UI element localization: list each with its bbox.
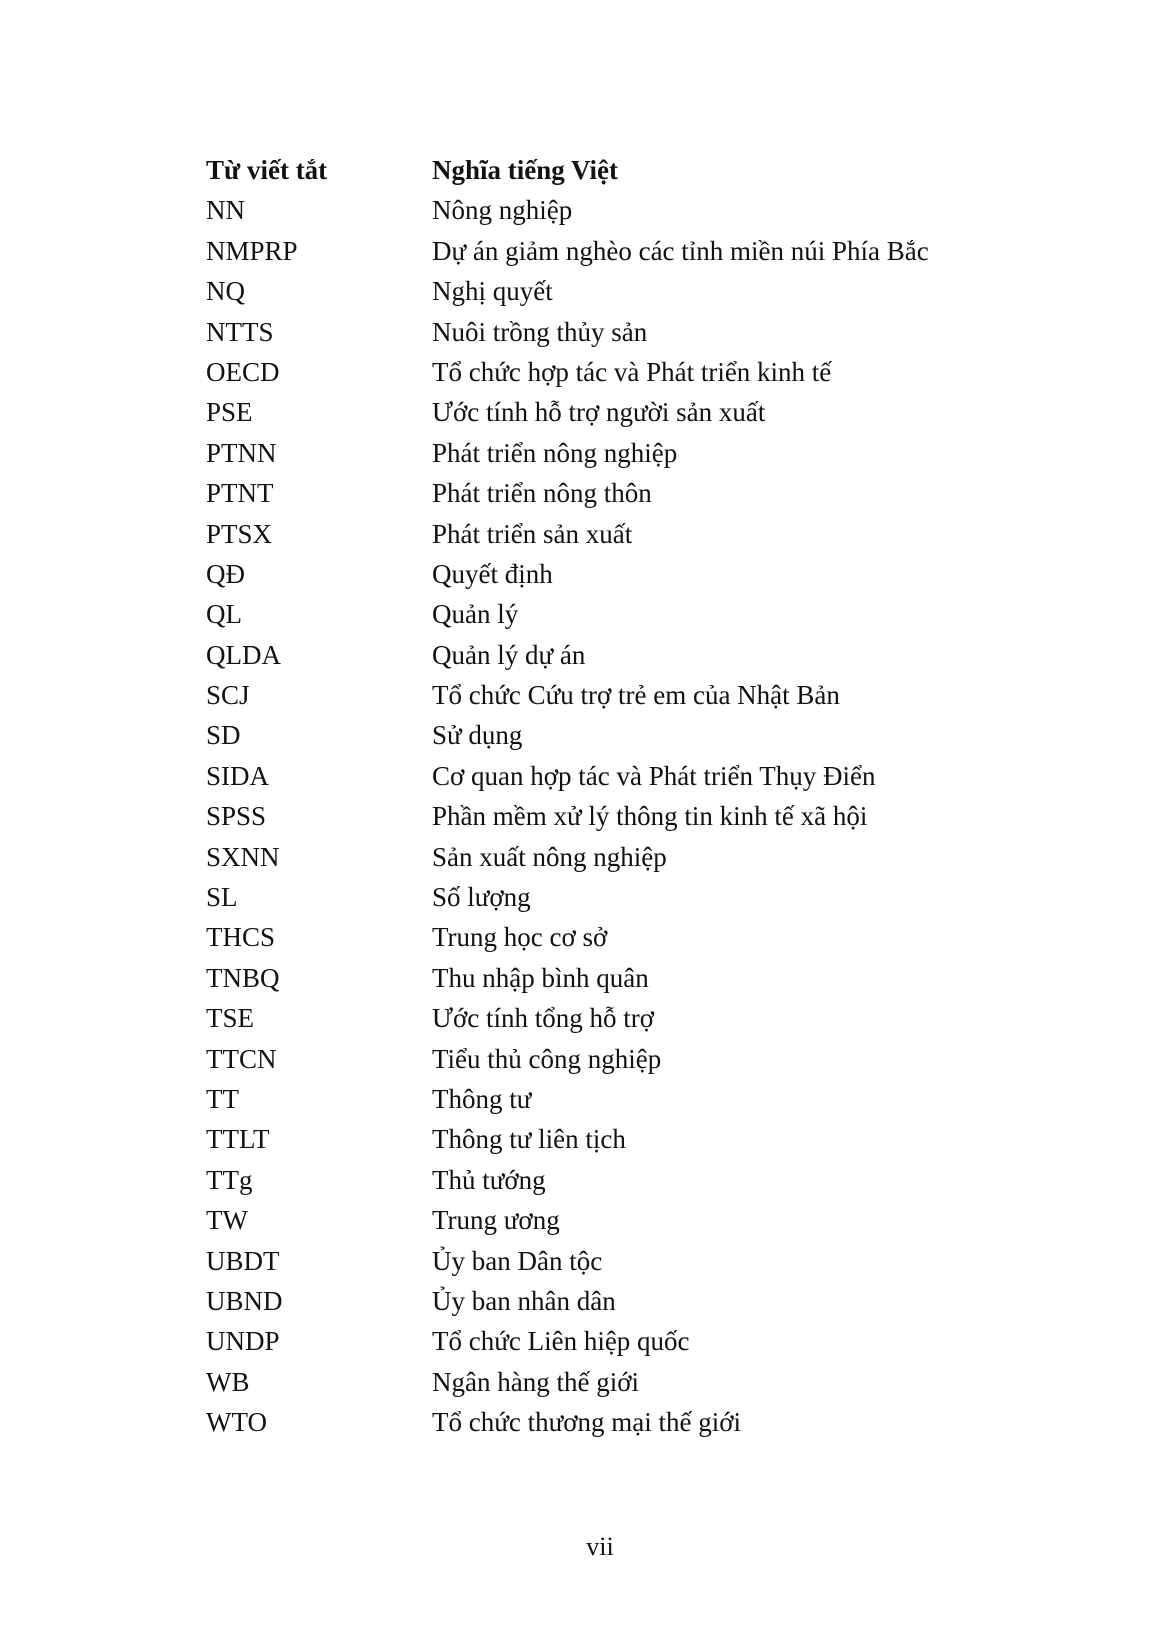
abbreviation-cell: UNDP xyxy=(206,1326,280,1357)
meaning-cell: Tổ chức Liên hiệp quốc xyxy=(432,1326,690,1357)
meaning-cell: Thu nhập bình quân xyxy=(432,962,649,993)
meaning-cell: Sản xuất nông nghiệp xyxy=(432,841,667,872)
meaning-cell: Thông tư xyxy=(432,1083,532,1114)
abbreviation-cell: UBND xyxy=(206,1285,283,1316)
table-row xyxy=(206,392,966,432)
table-row xyxy=(206,1402,966,1442)
table-row xyxy=(206,796,966,836)
abbreviation-cell: SCJ xyxy=(206,680,250,711)
table-row xyxy=(206,473,966,513)
abbreviation-cell: PTNT xyxy=(206,478,274,509)
meaning-cell: Ủy ban nhân dân xyxy=(432,1285,616,1316)
meaning-cell: Tổ chức hợp tác và Phát triển kinh tế xyxy=(432,356,832,387)
abbreviation-cell: TTCN xyxy=(206,1043,277,1074)
meaning-cell: Quản lý dự án xyxy=(432,639,586,670)
table-row xyxy=(206,1281,966,1321)
table-row xyxy=(206,1160,966,1200)
meaning-cell: Tiểu thủ công nghiệp xyxy=(432,1043,662,1074)
table-row xyxy=(206,433,966,473)
abbreviation-cell: WB xyxy=(206,1366,250,1397)
abbreviation-cell: TTLT xyxy=(206,1124,270,1155)
table-row xyxy=(206,514,966,554)
table-row xyxy=(206,917,966,957)
table-row xyxy=(206,877,966,917)
abbreviation-cell: SPSS xyxy=(206,801,267,832)
meaning-cell: Nuôi trồng thủy sản xyxy=(432,316,648,347)
abbreviation-cell: PTNN xyxy=(206,437,277,468)
abbreviation-cell: NN xyxy=(206,195,245,226)
table-row xyxy=(206,554,966,594)
meaning-cell: Phát triển nông nghiệp xyxy=(432,437,678,468)
meaning-cell: Dự án giảm nghèo các tỉnh miền núi Phía Bắc xyxy=(432,235,929,266)
table-body xyxy=(206,190,966,1442)
table-row xyxy=(206,1362,966,1402)
meaning-cell: Ước tính tổng hỗ trợ xyxy=(432,1003,654,1034)
abbreviation-cell: TW xyxy=(206,1205,248,1236)
table-row xyxy=(206,312,966,352)
meaning-cell: Sử dụng xyxy=(432,720,523,751)
meaning-cell: Phát triển sản xuất xyxy=(432,518,633,549)
meaning-cell: Ngân hàng thế giới xyxy=(432,1366,639,1397)
meaning-cell: Tổ chức Cứu trợ trẻ em của Nhật Bản xyxy=(432,680,840,711)
table-row xyxy=(206,756,966,796)
meaning-cell: Trung ương xyxy=(432,1205,560,1236)
meaning-cell: Số lượng xyxy=(432,882,531,913)
table-row xyxy=(206,352,966,392)
abbreviation-cell: TT xyxy=(206,1083,239,1114)
table-row xyxy=(206,837,966,877)
page-number: vii xyxy=(586,1532,614,1561)
table-row xyxy=(206,715,966,755)
meaning-cell: Nghị quyết xyxy=(432,276,553,307)
meaning-cell: Quyết định xyxy=(432,558,553,589)
meaning-cell: Cơ quan hợp tác và Phát triển Thụy Điển xyxy=(432,760,876,791)
abbreviation-cell: SXNN xyxy=(206,841,280,872)
abbreviation-cell: THCS xyxy=(206,922,276,953)
abbreviation-cell: NMPRP xyxy=(206,235,298,266)
meaning-cell: Ước tính hỗ trợ người sản xuất xyxy=(432,397,766,428)
meaning-cell: Ủy ban Dân tộc xyxy=(432,1245,603,1276)
meaning-cell: Phần mềm xử lý thông tin kinh tế xã hội xyxy=(432,801,868,832)
abbreviation-cell: OECD xyxy=(206,356,280,387)
column-header-abbreviation: Từ viết tắt xyxy=(206,155,328,185)
table-row xyxy=(206,1119,966,1159)
table-row xyxy=(206,1241,966,1281)
meaning-cell: Tổ chức thương mại thế giới xyxy=(432,1407,742,1438)
abbreviation-cell: NTTS xyxy=(206,316,274,347)
table-row xyxy=(206,1039,966,1079)
table-row xyxy=(206,594,966,634)
meaning-cell: Thông tư liên tịch xyxy=(432,1124,626,1155)
meaning-cell: Thủ tướng xyxy=(432,1164,546,1195)
abbreviation-cell: SD xyxy=(206,720,241,751)
abbreviation-cell: TNBQ xyxy=(206,962,280,993)
abbreviation-cell: QLDA xyxy=(206,639,281,670)
abbreviation-cell: TSE xyxy=(206,1003,255,1034)
table-row xyxy=(206,1079,966,1119)
abbreviation-cell: TTg xyxy=(206,1164,253,1195)
table-header-row xyxy=(206,150,966,190)
abbreviation-cell: QĐ xyxy=(206,558,245,589)
table-row xyxy=(206,1321,966,1361)
meaning-cell: Phát triển nông thôn xyxy=(432,478,652,509)
column-header-meaning: Nghĩa tiếng Việt xyxy=(432,155,618,185)
table-row xyxy=(206,190,966,230)
table-row xyxy=(206,958,966,998)
table-row xyxy=(206,1200,966,1240)
abbreviation-cell: QL xyxy=(206,599,242,630)
abbreviations-table xyxy=(206,150,966,1443)
table-row xyxy=(206,231,966,271)
abbreviation-cell: UBDT xyxy=(206,1245,280,1276)
table-row xyxy=(206,635,966,675)
table-row xyxy=(206,998,966,1038)
abbreviation-cell: PSE xyxy=(206,397,253,428)
meaning-cell: Nông nghiệp xyxy=(432,195,573,226)
abbreviation-cell: NQ xyxy=(206,276,245,307)
abbreviation-cell: PTSX xyxy=(206,518,273,549)
abbreviation-cell: SIDA xyxy=(206,760,270,791)
table-row xyxy=(206,675,966,715)
table-row xyxy=(206,271,966,311)
meaning-cell: Trung học cơ sở xyxy=(432,922,608,953)
meaning-cell: Quản lý xyxy=(432,599,519,630)
abbreviation-cell: WTO xyxy=(206,1407,267,1438)
abbreviation-cell: SL xyxy=(206,882,238,913)
